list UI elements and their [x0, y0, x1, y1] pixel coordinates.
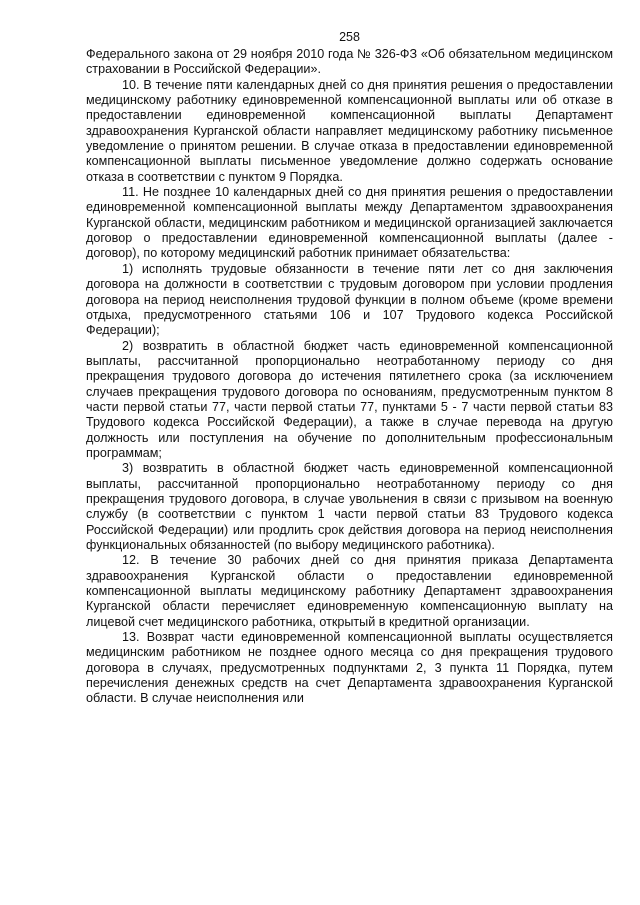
document-page	[86, 30, 613, 707]
paragraph-11-item-2: 2) возвратить в областной бюджет часть единовременной компенсационной выплаты, рассчитанной пропорционально неотработанному периоду со дня прекращения трудового договора до истечения пятилетнего срока (за исключением случаев прекращения трудового договора по основаниям, предусмотренным пунктом 8 части первой статьи 77, части первой статьи 77, пунктами 5 - 7 части первой статьи 83 Трудового кодекса Российской Федерации), а также в случае перевода на другую должность или поступления на обучение по дополнительным профессиональным программам;	[86, 338, 613, 460]
page-number: 258	[339, 30, 360, 44]
paragraph-11: 11. Не позднее 10 календарных дней со дня принятия решения о предоставлении единовременной компенсационной выплаты между Департаментом здравоохранения Курганской области, медицинским работником и медицинской организацией заключается договор о предоставлении единовременной компенсационной выплаты (далее - договор), по которому медицинский работник принимает обязательства:	[86, 185, 613, 261]
paragraph-11-item-3: 3) возвратить в областной бюджет часть единовременной компенсационной выплаты, рассчитанной пропорционально неотработанному периоду со дня прекращения трудового договора, в случае увольнения в связи с призывом на военную службу (в соответствии с пунктом 1 части первой статьи 83 Трудового кодекса Российской Федерации) или продлить срок действия договора на период неисполнения функциональных обязанностей (по выбору медицинского работника).	[86, 461, 613, 552]
paragraph-11-item-1: 1) исполнять трудовые обязанности в течение пяти лет со дня заключения договора на должности в соответствии с трудовым договором при условии продления договора на период неисполнения трудовой функции в полном объеме (кроме времени отдыха, предусмотренного статьями 106 и 107 Трудового кодекса Российской Федерации);	[86, 261, 613, 338]
paragraph-12: 12. В течение 30 рабочих дней со дня принятия приказа Департамента здравоохранения Курганской области о предоставлении единовременной компенсационной выплаты медицинскому работнику Департамент здравоохранения Курганской области перечисляет единовременную компенсационную выплату на лицевой счет медицинского работника, открытый в кредитной организации.	[86, 553, 613, 629]
paragraph-law-reference: Федерального закона от 29 ноября 2010 года № 326-ФЗ «Об обязательном медицинском страховании в Российской Федерации».	[86, 47, 613, 77]
paragraph-10: 10. В течение пяти календарных дней со дня принятия решения о предоставлении медицинскому работнику единовременной компенсационной выплаты или об отказе в предоставлении единовременной компенсационной выплаты Департамент здравоохранения Курганской области направляет медицинскому работнику письменное уведомление о принятом решении. В случае отказа в предоставлении единовременной компенсационной выплаты письменное уведомление должно содержать основание отказа в соответствии с пунктом 9 Порядка.	[86, 77, 613, 184]
paragraph-13: 13. Возврат части единовременной компенсационной выплаты осуществляется медицинским работником не позднее одного месяца со дня прекращения трудового договора в случаях, предусмотренных подпунктами 2, 3 пункта 11 Порядка, путем перечисления денежных средств на счет Департамента здравоохранения Курганской области. В случае неисполнения или	[86, 630, 613, 706]
